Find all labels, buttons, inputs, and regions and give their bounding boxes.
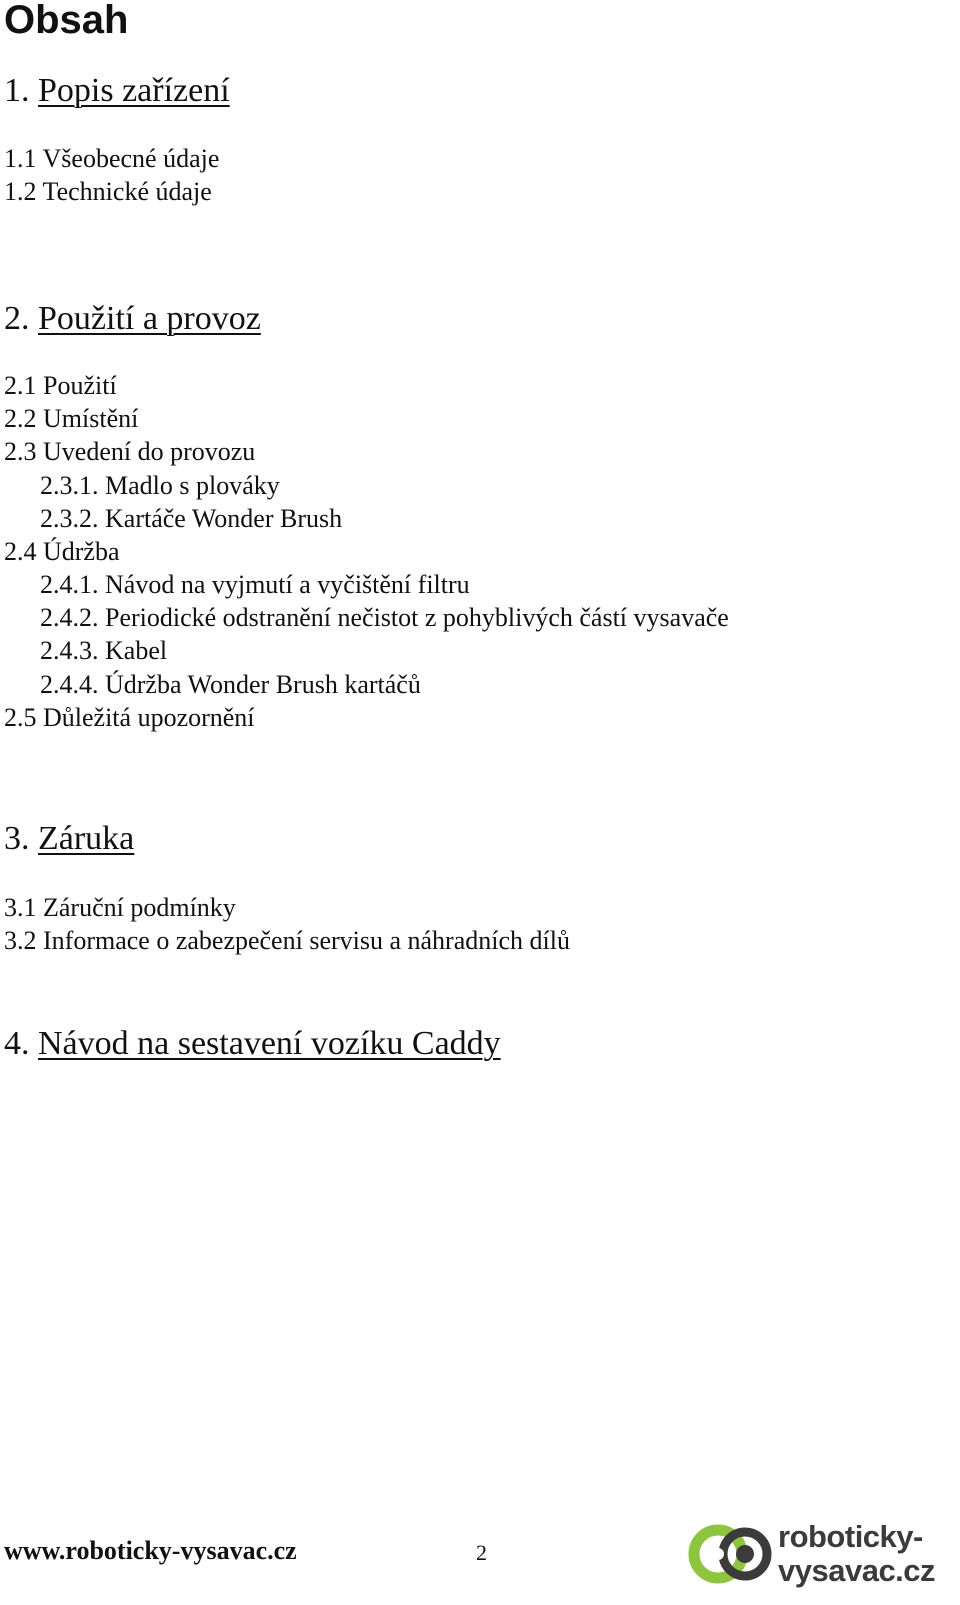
toc-item: 2.3 Uvedení do provozu — [4, 437, 256, 466]
toc-item: 1.2 Technické údaje — [4, 177, 212, 206]
section-number: 2. — [4, 300, 38, 337]
toc-item: 1.1 Všeobecné údaje — [4, 144, 220, 173]
logo-text — [778, 1520, 935, 1588]
toc-subitem: 2.3.2. Kartáče Wonder Brush — [40, 504, 343, 533]
footer-url: www.roboticky-vysavac.cz — [4, 1536, 297, 1565]
robot-logo-icon — [688, 1518, 778, 1600]
section-number: 1. — [4, 72, 38, 109]
toc-subitem: 2.4.2. Periodické odstranění nečistot z pohyblivých částí vysavače — [40, 603, 729, 632]
logo-line-2: vysavac.cz — [778, 1553, 936, 1588]
section-heading[interactable] — [4, 300, 261, 338]
toc-item: 2.5 Důležitá upozornění — [4, 703, 255, 732]
section-title-link[interactable]: Návod na sestavení vozíku Caddy — [38, 1025, 501, 1062]
toc-item: 3.1 Záruční podmínky — [4, 893, 236, 922]
section-heading[interactable] — [4, 1025, 501, 1063]
brand-logo — [688, 1518, 958, 1600]
section-heading[interactable] — [4, 72, 230, 110]
page-number: 2 — [476, 1540, 487, 1565]
toc-item: 2.1 Použití — [4, 371, 117, 400]
toc-subitem: 2.4.3. Kabel — [40, 636, 168, 665]
page-title: Obsah — [4, 0, 129, 42]
section-number: 3. — [4, 820, 38, 857]
toc-subitem: 2.4.1. Návod na vyjmutí a vyčištění filtru — [40, 570, 470, 599]
section-heading[interactable] — [4, 820, 134, 858]
toc-item: 2.4 Údržba — [4, 537, 120, 566]
section-title-link[interactable]: Záruka — [38, 820, 135, 857]
toc-item: 2.2 Umístění — [4, 404, 139, 433]
toc-subitem: 2.4.4. Údržba Wonder Brush kartáčů — [40, 670, 421, 699]
logo-line-1: roboticky- — [778, 1519, 923, 1554]
toc-item: 3.2 Informace o zabezpečení servisu a náhradních dílů — [4, 926, 570, 955]
section-number: 4. — [4, 1025, 38, 1062]
section-title-link[interactable]: Použití a provoz — [38, 300, 261, 337]
toc-subitem: 2.3.1. Madlo s plováky — [40, 471, 280, 500]
section-title-link[interactable]: Popis zařízení — [38, 72, 230, 109]
